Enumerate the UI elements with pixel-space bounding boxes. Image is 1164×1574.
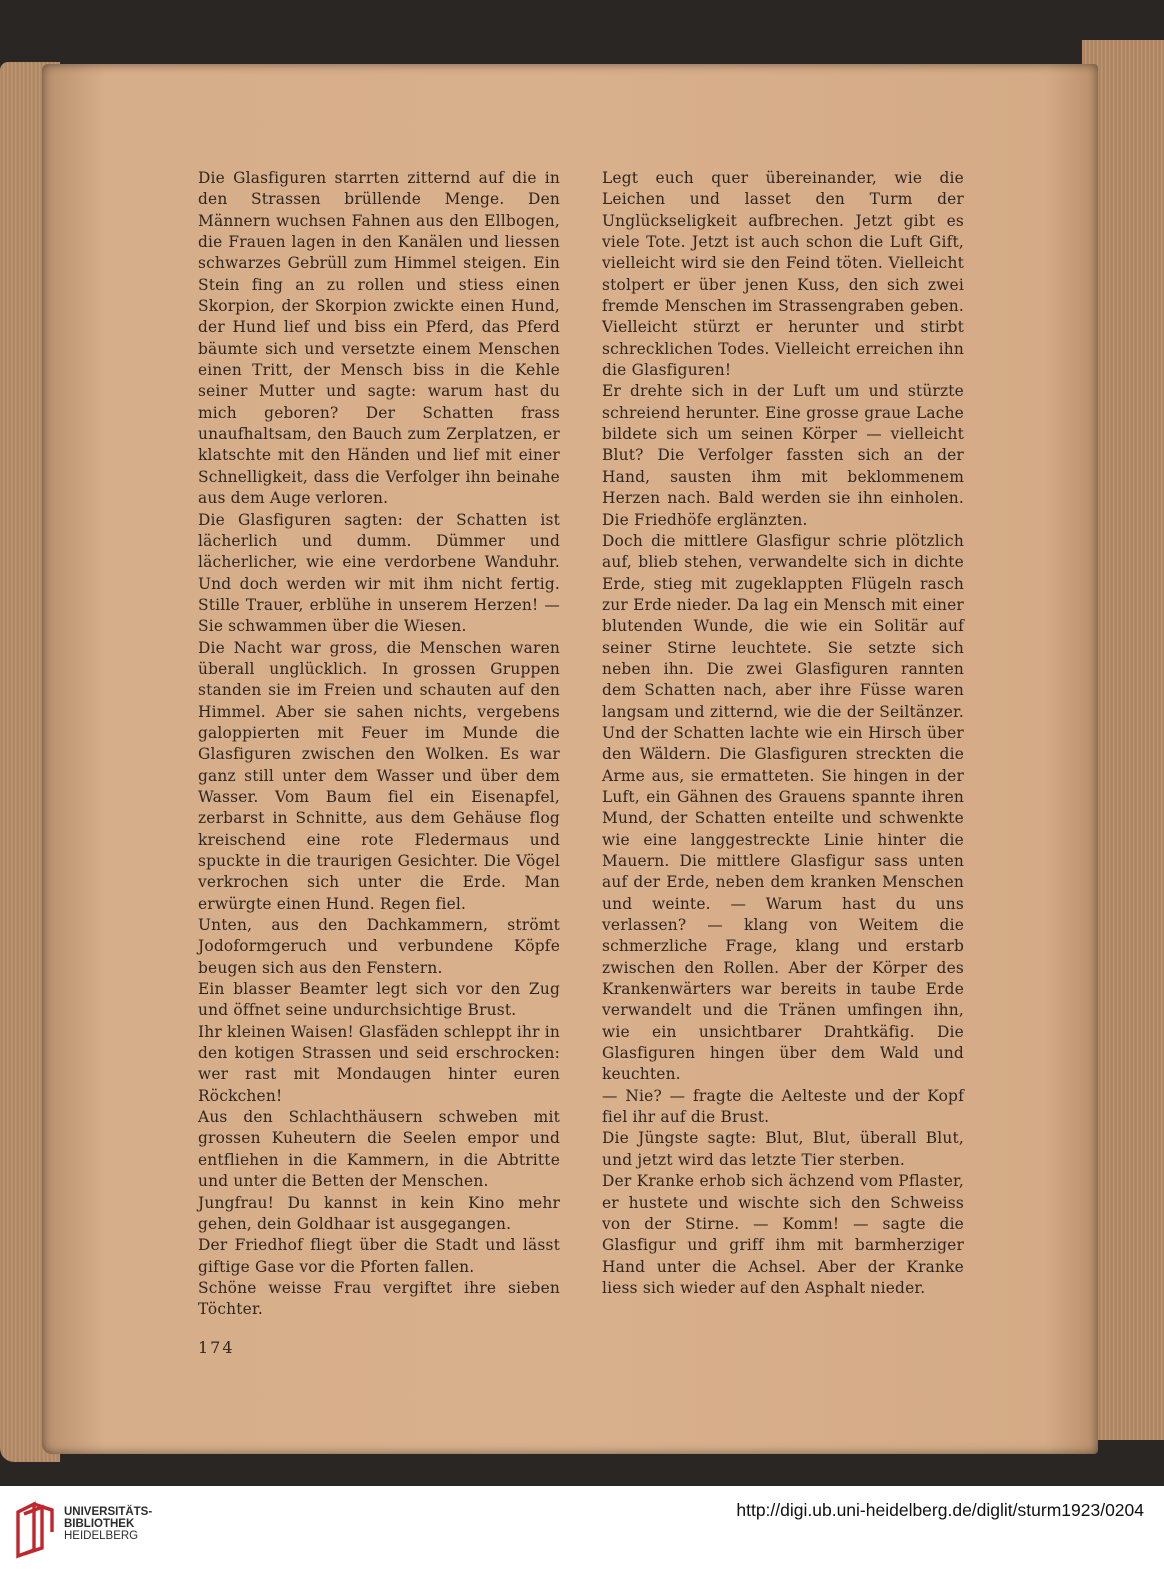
paragraph: Er drehte sich in der Luft um und stürzte schreiend herunter. Eine grosse graue Lache bildete sich um seinen Körper — vielleicht Blut? Die Verfolger fassten sich an der Hand, sausten ihm mit beklommenem Herzen nach. Bald werden sie ihn einholen. Die Friedhöfe erglänzten. [602,382,964,529]
logo-line: HEIDELBERG [64,1530,139,1542]
paragraph: Die Glasfiguren starrten zitternd auf die in den Strassen brüllende Menge. Den Männern wuchsen Fahnen aus den Ellbogen, die Frauen lagen in den Kanälen und liessen schwarzes Gebrüll zum Himmel steigen. Ein Stein fing an zu rollen und stiess einen Skorpion, der Skorpion zwickte einen Hund, der Hund lief und biss ein Pferd, das Pferd bäumte sich und versetzte einem Menschen einen Tritt, der Mensch biss in die Kehle seiner Mutter und sagte: warum hast du mich geboren? Der Schatten frass unaufhaltsam, den Bauch zum Zerplatzen, er klatschte mit den Händen und lief mit einer Schnelligkeit, dass die Verfolger ihn beinahe aus dem Auge verloren. [198,169,560,508]
permalink-url[interactable]: http://digi.ub.uni-heidelberg.de/diglit/sturm1923/0204 [736,1500,1144,1520]
paragraph: Jungfrau! Du kannst in kein Kino mehr gehen, dein Goldhaar ist ausgegangen. [198,1193,560,1233]
paragraph: Ihr kleinen Waisen! Glasfäden schleppt ihr in den kotigen Strassen und seid erschrocken: wer rast mit Mondaugen hinter euren Röckchen! [198,1022,561,1105]
paragraph: Ein blasser Beamter legt sich vor den Zug und öffnet seine undurchsichtige Brust. [198,980,560,1020]
text-column-left [198,168,560,1321]
paragraph: Der Friedhof fliegt über die Stadt und lässt giftige Gase vor die Pforten fallen. [198,1236,560,1276]
paragraph: Schöne weisse Frau vergiftet ihre sieben Töchter. [198,1278,560,1319]
paragraph: Aus den Schlachthäusern schweben mit grossen Kuheutern die Seelen empor und entfliehen in die Kammern, in die Abtritte und unter die Betten der Menschen. [198,1108,560,1191]
library-logo-icon [12,1498,58,1564]
text-column-right [602,168,964,1299]
paragraph: Der Kranke erhob sich ächzend vom Pflaster, er hustete und wischte sich den Schweiss von der Stirne. — Komm! — sagte die Glasfigur und griff ihm mit barmherziger Hand unter die Achsel. Aber der Kranke liess sich wieder auf den Asphalt nieder. [602,1172,964,1297]
paragraph: Die Jüngste sagte: Blut, Blut, überall Blut, und jetzt wird das letzte Tier sterben. [602,1129,964,1169]
paragraph: Legt euch quer übereinander, wie die Leichen und lasset den Turm der Unglückseligkeit aufbrechen. Jetzt gibt es viele Tote. Jetzt ist auch schon die Luft Gift, vielleicht wird sie den Feind töten. Vielleicht stolpert er über jenen Kuss, den sich zwei fremde Menschen im Strassengraben geben. Vielleicht stürzt er herunter und stirbt schrecklichen Todes. Vielleicht erreichen ihn die Glasfiguren! [602,169,964,380]
logo-line: UNIVERSITÄTS- [64,1506,153,1518]
library-logo-text [64,1506,152,1542]
logo-line: BIBLIOTHEK [64,1518,135,1530]
page-number: 174 [198,1338,235,1357]
paragraph: Die Nacht war gross, die Menschen waren überall unglücklich. In grossen Gruppen standen sie im Freien und schauten auf den Himmel. Aber sie sahen nichts, vergebens galoppierten mit Feuer im Munde die Glasfiguren zwischen den Wolken. Es war ganz still unter dem Wasser und über dem Wasser. Vom Baum fiel ein Eisenapfel, zerbarst in Schnitte, aus dem Gehäuse flog kreischend eine rote Fledermaus und spuckte in die traurigen Gesichter. Die Vögel verkrochen sich unter die Erde. Man erwürgte einen Hund. Regen fiel. [198,638,560,913]
paragraph: — Nie? — fragte die Aelteste und der Kopf fiel ihr auf die Brust. [602,1086,964,1127]
footer-bar [0,1486,1164,1574]
paragraph: Doch die mittlere Glasfigur schrie plötzlich auf, blieb stehen, verwandelte sich in dichte Erde, stieg mit zugeklappten Flügeln rasch zur Erde nieder. Da lag ein Mensch mit einer blutenden Wunde, die wie ein Solitär auf seiner Stirne leuchtete. Sie setzte sich neben ihn. Die zwei Glasfiguren rannten dem Schatten nach, aber ihre Füsse waren langsam und zitternd, wie die der Seiltänzer. Und der Schatten lachte wie ein Hirsch über den Wäldern. Die Glasfiguren streckten die Arme aus, sie ermatteten. Sie hingen in der Luft, ein Gähnen des Grauens spannte ihren Mund, der Schatten enteilte und schwenkte wie eine langgestreckte Linie hinter die Mauern. Die mittlere Glasfigur sass unten auf der Erde, neben dem kranken Menschen und weinte. — Warum hast du uns verlassen? — klang von Weitem die schmerzliche Frage, klang und erstarb zwischen den Rollen. Aber der Körper des Krankenwärters war bereits in taube Erde verwandelt und die Tränen umfingen ihn, wie ein unsichtbarer Drahtkäfig. Die Glasfiguren hingen über dem Wald und keuchten. [602,531,964,1084]
paragraph: Die Glasfiguren sagten: der Schatten ist lächerlich und dumm. Dümmer und lächerlicher, wie eine verdorbene Wanduhr. Und doch werden wir mit ihm nicht fertig. Stille Trauer, erblühe in unserem Herzen! — Sie schwammen über die Wiesen. [198,510,560,636]
paragraph: Unten, aus den Dachkammern, strömt Jodoformgeruch und verbundene Köpfe beugen sich aus den Fenstern. [198,916,560,977]
